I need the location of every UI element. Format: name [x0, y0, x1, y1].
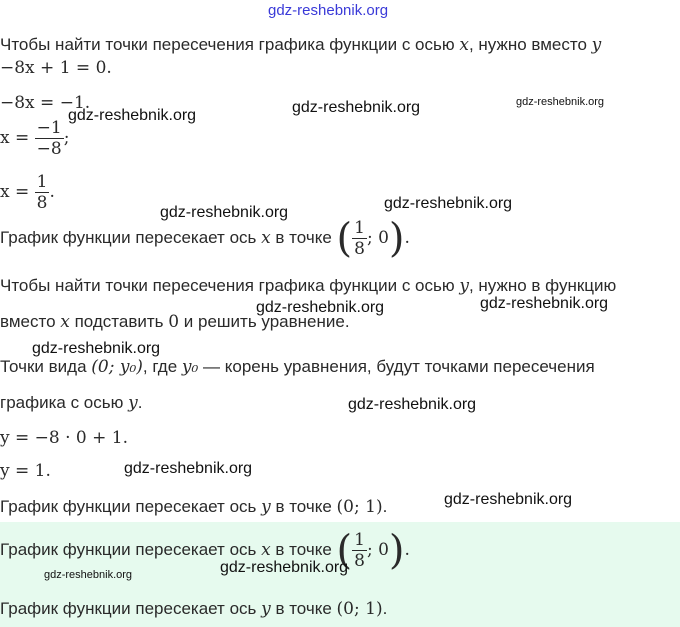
var-x: x: [459, 35, 469, 55]
text-line-9: [0, 357, 595, 377]
watermark: gdz-reshebnik.org: [68, 107, 197, 124]
watermark: gdz-reshebnik.org: [348, 396, 477, 413]
text-line-10: [0, 393, 142, 413]
point-rest: ; 0: [366, 539, 389, 560]
answer-line-y: [0, 599, 387, 619]
text-line-1: [0, 35, 601, 55]
var-x: x: [60, 312, 70, 332]
answer-line-x: График функции пересекает ось x в точке ( $\frac{1}{8}$ ; 0).: [0, 527, 410, 574]
text: в точке: [270, 539, 337, 559]
equation-5: y = −8 · 0 + 1.: [0, 428, 129, 448]
point: (0; 1): [336, 599, 383, 619]
end: ;: [63, 127, 70, 148]
watermark: gdz-reshebnik.org: [480, 295, 609, 312]
text-line-7: [0, 276, 616, 296]
paren-close: ): [388, 215, 405, 262]
text: и решить уравнение.: [179, 312, 350, 331]
watermark: gdz-reshebnik.org: [124, 460, 253, 477]
equation-2: −8x = −1.: [0, 93, 91, 113]
text-line-y-intersection: [0, 497, 387, 517]
text: в точке: [270, 599, 337, 618]
numerator: 1: [36, 172, 48, 192]
watermark: gdz-reshebnik.org: [516, 96, 605, 108]
text: , нужно в функцию: [468, 276, 617, 295]
text: , нужно вместо: [468, 35, 592, 54]
text: вместо: [0, 312, 61, 331]
fraction: [35, 118, 64, 159]
equation-1: −8x + 1 = 0.: [0, 58, 112, 78]
var-x: x: [261, 539, 271, 560]
var-y: y: [128, 393, 138, 413]
denominator: 8: [354, 551, 365, 571]
watermark: gdz-reshebnik.org: [292, 99, 421, 116]
var-x: x: [261, 227, 271, 248]
text: График функции пересекает ось: [0, 497, 262, 516]
text: Чтобы найти точки пересечения графика функции с осью: [0, 276, 460, 295]
zero: 0: [168, 312, 180, 332]
paren-open: (: [336, 215, 353, 262]
watermark: gdz-reshebnik.org: [44, 569, 133, 581]
text: в точке: [270, 497, 337, 516]
text: , где: [142, 357, 182, 376]
paren-close: ): [388, 527, 405, 574]
text: — корень уравнения, будут точками пересечения: [198, 357, 595, 376]
var-y: y: [459, 276, 469, 296]
text: График функции пересекает ось: [0, 599, 262, 618]
lhs: x =: [0, 127, 35, 148]
fraction: [35, 172, 50, 213]
end: .: [49, 181, 55, 202]
watermark: gdz-reshebnik.org: [32, 340, 161, 357]
fraction: [352, 218, 367, 259]
text: .: [382, 497, 388, 516]
text: в точке: [270, 227, 337, 247]
watermark: gdz-reshebnik.org: [444, 491, 573, 508]
numerator: −1: [36, 118, 62, 138]
text: Чтобы найти точки пересечения графика функции с осью: [0, 35, 460, 54]
numerator: 1: [354, 218, 365, 238]
point: (0; 1): [336, 497, 383, 517]
equation-3: [0, 118, 69, 159]
watermark: gdz-reshebnik.org: [220, 559, 349, 576]
denominator: −8: [36, 139, 62, 159]
var-y: y: [261, 497, 271, 517]
point: (0; y₀): [91, 357, 143, 377]
text: Точки вида: [0, 357, 92, 376]
text: графика с осью: [0, 393, 129, 412]
equation-4: [0, 172, 55, 213]
text-line-x-intersection: График функции пересекает ось x в точке ( $\frac{1}{8}$ ; 0).: [0, 215, 410, 262]
var-y: y: [261, 599, 271, 619]
watermark: gdz-reshebnik.org: [160, 204, 289, 221]
numerator: 1: [354, 530, 365, 550]
watermark: gdz-reshebnik.org: [384, 195, 513, 212]
paren-open: (: [336, 527, 353, 574]
var-y0: y₀: [181, 357, 199, 377]
denominator: 8: [36, 193, 48, 213]
fraction: [352, 530, 367, 571]
var-y: y: [591, 35, 602, 55]
text: подставить: [69, 312, 169, 331]
text: .: [137, 393, 143, 412]
denominator: 8: [354, 239, 365, 259]
lhs: x =: [0, 181, 35, 202]
text: График функции пересекает ось: [0, 227, 262, 247]
watermark-top: gdz-reshebnik.org: [268, 2, 389, 19]
equation-6: y = 1.: [0, 461, 51, 481]
text: .: [382, 599, 388, 618]
text: График функции пересекает ось: [0, 539, 262, 559]
point-rest: ; 0: [366, 227, 389, 248]
watermark: gdz-reshebnik.org: [256, 299, 385, 316]
